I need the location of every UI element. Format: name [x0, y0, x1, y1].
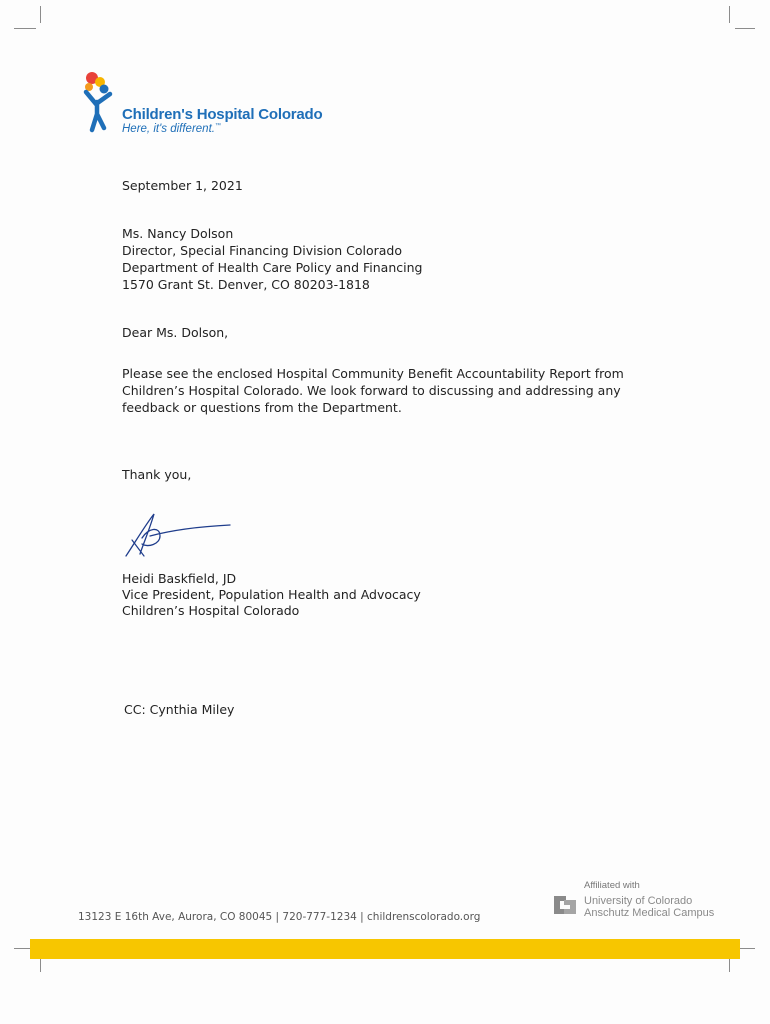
recipient-address: 1570 Grant St. Denver, CO 80203-1818: [122, 277, 370, 292]
letter-date: September 1, 2021: [122, 178, 243, 193]
closing: Thank you,: [122, 467, 192, 482]
body-line: feedback or questions from the Department.: [122, 400, 402, 415]
logo-tagline: Here, it's different.™: [122, 123, 221, 135]
footer-color-bar: [30, 939, 740, 959]
affiliation-block: [552, 880, 722, 925]
crop-mark: [735, 28, 755, 29]
cc-line: CC: Cynthia Miley: [124, 702, 235, 717]
balloon-figure-icon: [82, 70, 122, 140]
affiliation-university: University of Colorado: [584, 895, 693, 907]
recipient-title: Director, Special Financing Division Colorado: [122, 243, 402, 258]
affiliation-heading: Affiliated with: [584, 880, 640, 891]
crop-mark: [40, 6, 41, 23]
university-logo-icon: [552, 892, 578, 918]
hospital-logo: [82, 70, 322, 140]
salutation: Dear Ms. Dolson,: [122, 325, 229, 340]
recipient-department: Department of Health Care Policy and Financing: [122, 260, 423, 275]
signer-title: Vice President, Population Health and Advocacy: [122, 587, 421, 602]
recipient-name: Ms. Nancy Dolson: [122, 226, 234, 241]
signer-name: Heidi Baskfield, JD: [122, 571, 237, 586]
body-line: Please see the enclosed Hospital Community Benefit Accountability Report from: [122, 366, 624, 381]
affiliation-campus: Anschutz Medical Campus: [584, 907, 715, 919]
logo-name: Children's Hospital Colorado: [122, 106, 323, 123]
body-line: Children’s Hospital Colorado. We look forward to discussing and addressing any: [122, 383, 621, 398]
signer-organization: Children’s Hospital Colorado: [122, 603, 300, 618]
footer-address: 13123 E 16th Ave, Aurora, CO 80045 | 720-777-1234 | childrenscolorado.org: [78, 911, 481, 923]
trademark-symbol: ™: [214, 123, 221, 130]
crop-mark: [729, 6, 730, 23]
signature: [120, 510, 240, 560]
crop-mark: [14, 28, 36, 29]
